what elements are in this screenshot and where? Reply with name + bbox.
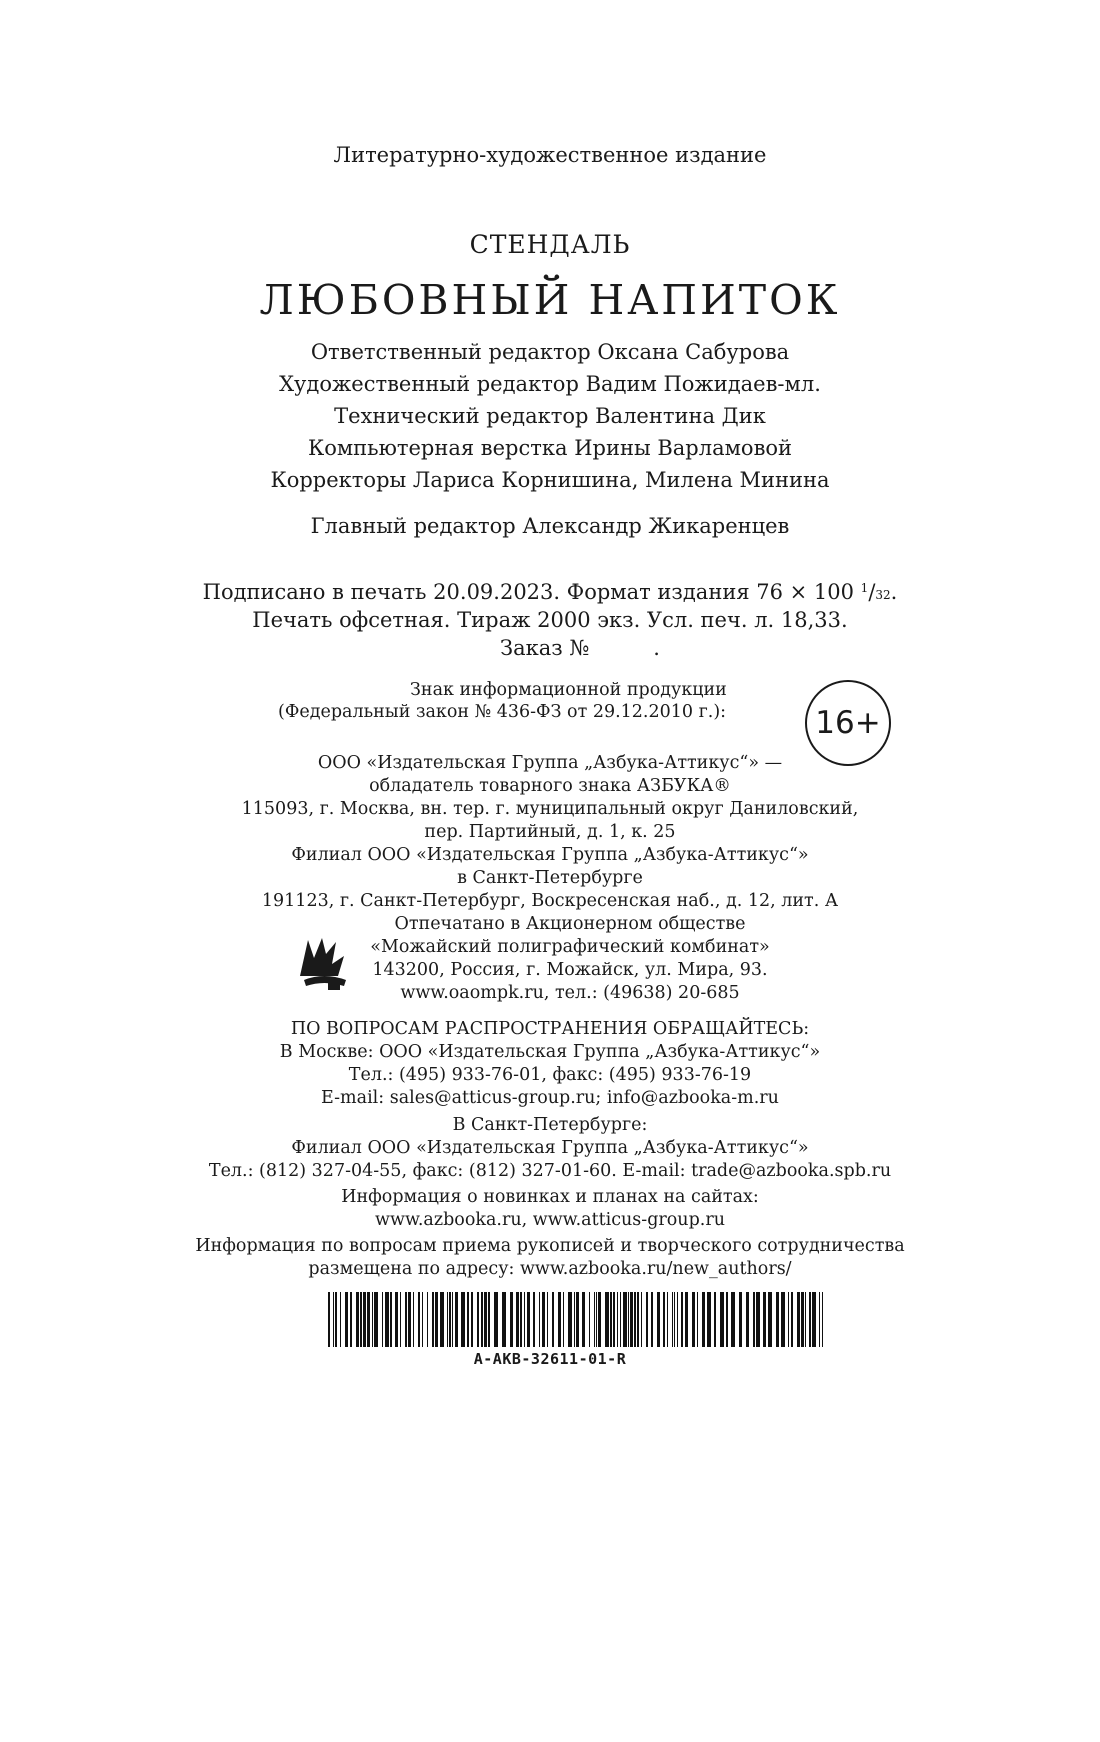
barcode-bar [363,1292,366,1347]
barcode-bar [563,1292,564,1347]
barcode-bar [516,1292,519,1347]
barcode-bar [739,1292,742,1347]
barcode-bar [527,1292,530,1347]
barcode-bar [494,1292,498,1347]
barcode-bar [335,1292,337,1347]
barcode-bar [345,1292,348,1347]
barcode-bar [663,1292,665,1347]
publisher-line: в Санкт-Петербурге [457,868,643,888]
barcode-bar [605,1292,609,1347]
book-title: ЛЮБОВНЫЙ НАПИТОК [259,276,841,324]
distribution-line: Тел.: (495) 933-76-01, факс: (495) 933-76-19 [348,1065,752,1085]
barcode-bar [768,1292,772,1347]
print-info-line-1: Подписано в печать 20.09.2023. Формат издания 76 × 100 $^1$/32. [202,580,898,604]
barcode-bar [547,1292,548,1347]
publisher-line: обладатель товарного знака АЗБУКА® [369,776,731,796]
barcode-bar [776,1292,779,1347]
barcode-bar [408,1292,411,1347]
barcode-bar [720,1292,724,1347]
edition-type: Литературно-художественное издание [333,143,767,167]
barcode-bar [617,1292,618,1347]
barcode-icon [328,1292,825,1347]
info-mark-line-2: (Федеральный закон № 436-ФЗ от 29.12.2010 г.): [278,702,727,722]
barcode-bar [763,1292,766,1347]
barcode-bar [395,1292,398,1347]
barcode-bar [385,1292,389,1347]
barcode-bar [328,1292,330,1347]
barcode-bar [697,1292,698,1347]
barcode-bar [637,1292,639,1347]
distribution-line: размещена по адресу: www.azbooka.ru/new_authors/ [308,1259,792,1279]
barcode-bar [788,1292,789,1347]
barcode-bar [594,1292,595,1347]
barcode-bar [340,1292,341,1347]
credit-line: Корректоры Лариса Корнишина, Милена Минина [270,468,830,492]
barcode-bar [558,1292,561,1347]
publisher-line: ООО «Издательская Группа „Азбука-Аттикус“» — [317,753,783,773]
printer-line: 143200, Россия, г. Можайск, ул. Мира, 93. [372,960,768,980]
barcode-bar [596,1292,597,1347]
barcode-bar [791,1292,793,1347]
barcode-bar [477,1292,479,1347]
barcode-bar [510,1292,513,1347]
barcode-bar [356,1292,359,1347]
barcode-bar [533,1292,535,1347]
barcode-bar [502,1292,506,1347]
barcode-bar [822,1292,823,1347]
barcode-bar [681,1292,683,1347]
distribution-line: www.azbooka.ru, www.atticus-group.ru [375,1210,725,1230]
barcode-bar [367,1292,370,1347]
barcode-bar [797,1292,800,1347]
barcode-bar [382,1292,383,1347]
barcode-bar [726,1292,728,1347]
barcode-bar [620,1292,621,1347]
barcode-bar [405,1292,407,1347]
barcode-bar [413,1292,414,1347]
barcode-bar [756,1292,760,1347]
barcode-bar [350,1292,352,1347]
credit-line: Художественный редактор Вадим Пожидаев-мл. [279,372,821,396]
barcode-bar [731,1292,735,1347]
barcode-bar [809,1292,811,1347]
barcode-bar [801,1292,804,1347]
barcode-bar [628,1292,629,1347]
barcode-bar [692,1292,695,1347]
barcode-bar [685,1292,688,1347]
print-info-line-2: Печать офсетная. Тираж 2000 экз. Усл. печ. л. 18,33. [252,608,848,632]
barcode-bar [574,1292,575,1347]
barcode-bar [646,1292,648,1347]
chief-editor: Главный редактор Александр Жикаренцев [310,514,790,538]
distribution-line: Информация по вопросам приема рукописей и творческого сотрудничества [195,1236,905,1256]
credit-line: Ответственный редактор Оксана Сабурова [310,340,790,364]
publisher-line: Филиал ООО «Издательская Группа „Азбука-Аттикус“» [291,845,809,865]
barcode-bar [568,1292,572,1347]
age-rating-badge: 16+ [805,680,891,766]
barcode-bar [524,1292,525,1347]
author-name: СТЕНДАЛЬ [469,230,631,259]
barcode-bar [610,1292,612,1347]
barcode-bar [630,1292,633,1347]
printer-line: www.oaompk.ru, тел.: (49638) 20-685 [400,983,740,1003]
info-mark-line-1: Знак информационной продукции [410,680,727,700]
barcode-bar [714,1292,716,1347]
barcode-bar [418,1292,420,1347]
barcode-bar [613,1292,615,1347]
credit-line: Технический редактор Валентина Дик [334,404,766,428]
barcode-bar [674,1292,675,1347]
barcode-bar [641,1292,642,1347]
barcode-bar [542,1292,545,1347]
barcode-bar [447,1292,448,1347]
barcode-bar [702,1292,705,1347]
barcode-bar [449,1292,451,1347]
distribution-heading: ПО ВОПРОСАМ РАСПРОСТРАНЕНИЯ ОБРАЩАЙТЕСЬ: [290,1019,810,1039]
distribution-line: Филиал ООО «Издательская Группа „Азбука-Аттикус“» [291,1138,809,1158]
barcode-bar [672,1292,673,1347]
barcode-bar [461,1292,465,1347]
printer-line: «Можайский полиграфический комбинат» [370,937,770,957]
barcode-bar [481,1292,483,1347]
barcode-bar [753,1292,755,1347]
barcode-bar [819,1292,820,1347]
barcode-bar [374,1292,378,1347]
barcode-bar [520,1292,522,1347]
barcode-bar [651,1292,653,1347]
barcode-bar [372,1292,373,1347]
barcode-code: A-AKB-32611-01-R [473,1350,627,1368]
barcode-bar [427,1292,428,1347]
barcode-bar [781,1292,785,1347]
barcode-bar [707,1292,711,1347]
order-number: Заказ № . [500,636,660,660]
barcode-bar [657,1292,660,1347]
publisher-line: 115093, г. Москва, вн. тер. г. муниципальный округ Даниловский, [241,799,859,819]
barcode-bar [667,1292,668,1347]
barcode-bar [467,1292,469,1347]
distribution-line: Информация о новинках и планах на сайтах: [341,1187,759,1207]
distribution-line: E-mail: sales@atticus-group.ru; info@azbooka-m.ru [321,1088,779,1108]
barcode-bar [435,1292,438,1347]
barcode-bar [390,1292,392,1347]
barcode-bar [576,1292,579,1347]
distribution-line: В Москве: ООО «Издательская Группа „Азбука-Аттикус“» [279,1042,821,1062]
publisher-line: 191123, г. Санкт-Петербург, Воскресенская наб., д. 12, лит. А [261,891,839,911]
barcode-bar [432,1292,434,1347]
barcode-bar [805,1292,806,1347]
credit-line: Компьютерная верстка Ирины Варламовой [307,436,793,460]
barcode-bar [539,1292,540,1347]
publisher-line: пер. Партийный, д. 1, к. 25 [424,822,676,842]
barcode-bar [455,1292,458,1347]
barcode-bar [746,1292,749,1347]
barcode-bar [677,1292,678,1347]
barcode-bar [360,1292,362,1347]
barcode-bar [589,1292,590,1347]
barcode-bar [484,1292,487,1347]
barcode-bar [471,1292,473,1347]
barcode-bar [400,1292,401,1347]
barcode-bar [440,1292,444,1347]
barcode-bar [452,1292,453,1347]
barcode-bar [598,1292,601,1347]
distribution-line: В Санкт-Петербурге: [452,1115,648,1135]
barcode-bar [552,1292,554,1347]
barcode-bar [634,1292,636,1347]
printer-line: Отпечатано в Акционерном обществе [394,914,746,934]
barcode-bar [488,1292,490,1347]
distribution-line: Тел.: (812) 327-04-55, факс: (812) 327-01-60. E-mail: trade@azbooka.spb.ru [208,1161,892,1181]
barcode-bar [582,1292,585,1347]
barcode-bar [333,1292,334,1347]
barcode-bar [422,1292,423,1347]
barcode-bar [623,1292,627,1347]
barcode-bar [812,1292,816,1347]
